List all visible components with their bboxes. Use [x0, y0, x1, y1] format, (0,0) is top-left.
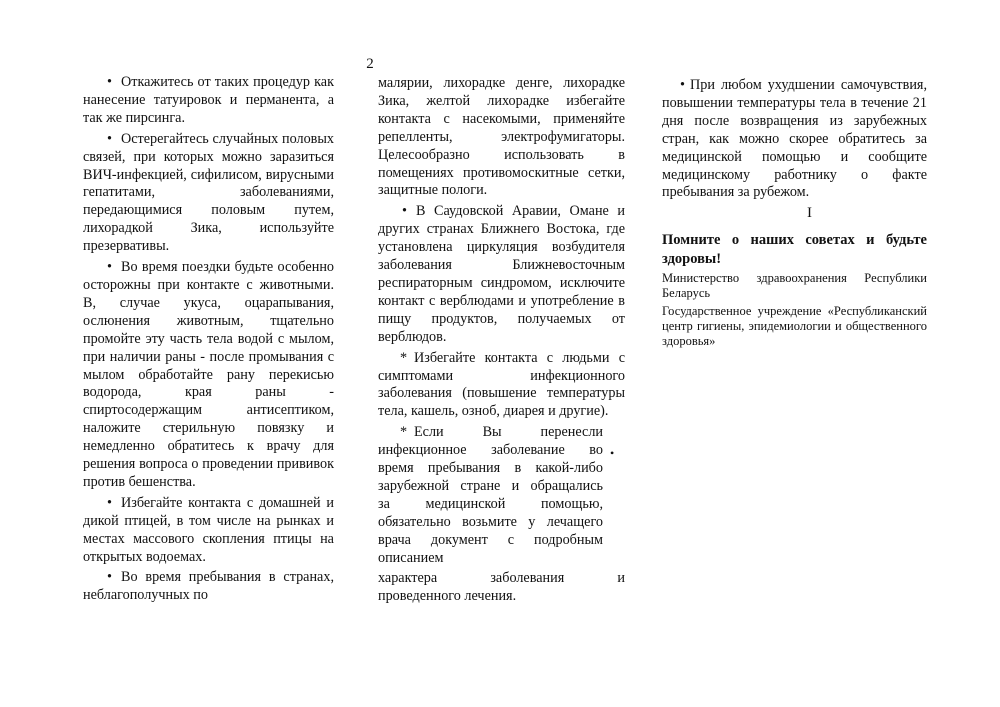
doc-line: проведенного лечения.	[378, 588, 517, 605]
paragraph-text: Во время поездки будьте особенно осторожны при контакте с животными. В, случае укуса, оцарапывания, ослюнения животным, тщательно промойте эту часть тела водой с мылом, при наличии раны - после промывания с мылом обработайте рану перекисью водорода, края раны - спиртосодержащим антисептиком, наложите стерильную повязку и немедленно обратитесь к врачу для решения вопроса о проведении прививок против бешенства.	[83, 259, 334, 490]
paragraph-avoid-sick	[378, 350, 625, 422]
stray-bullet: •	[610, 446, 615, 461]
org-center: Государственное учреждение «Республиканский центр гигиены, эпидемиологии и общественного здоровья»	[662, 304, 927, 349]
bullet-marker: •	[107, 259, 112, 276]
paragraph-text: Во время пребывания в странах, неблагополучных по	[83, 569, 334, 604]
paragraph-no-tattoo	[83, 74, 334, 128]
doc-line: за медицинской помощью,	[378, 495, 603, 512]
paragraph-safe-sex	[83, 131, 334, 256]
doc-line: обязательно возьмите у лечащего	[378, 513, 603, 530]
bullet-marker: •	[107, 74, 112, 90]
doc-line: время пребывания в какой-либо	[378, 460, 603, 477]
paragraph-countries	[83, 569, 334, 605]
paragraph-text: Остерегайтесь случайных половых связей, при которых можно заразиться ВИЧ-инфекцией, сифилисом, вирусными гепатитами, заболеваниями, передающимися половым путем, лихорадкой Зика, используйте презервативы.	[83, 130, 334, 255]
paragraph-text: Избегайте контакта с людьми с симптомами инфекционного заболевания (повышение температуры тела, кашель, озноб, диарея и другие).	[378, 349, 625, 420]
bullet-marker: •	[107, 130, 112, 147]
column-1	[83, 74, 334, 608]
org-ministry: Министерство здравоохранения Республики Беларусь	[662, 271, 927, 301]
narrow-block	[378, 424, 615, 567]
paragraph-text: Откажитесь от таких процедур как нанесение татуировок и перманента, а так же пирсинга.	[83, 74, 334, 126]
doc-line: описанием	[378, 549, 444, 566]
column-3	[662, 77, 927, 352]
doc-line: врача документ с подробным	[378, 531, 603, 548]
paragraph-medical-document	[378, 424, 625, 606]
paragraph-birds	[83, 495, 334, 567]
paragraph-text: Избегайте контакта с домашней и дикой птицей, в том числе на рынках и местах массового скопления птицы на открытых водоемах.	[83, 494, 334, 565]
bullet-marker: •	[402, 203, 407, 220]
star-marker: *	[400, 349, 408, 366]
paragraph-text: При любом ухудшении самочувствия, повышении температуры тела в течение 21 дня после возвращения из зарубежных стран, как можно скорее обратитесь за медицинской помощью и сообщите медицинскому работнику о факте пребывания за рубежом.	[662, 77, 927, 201]
paragraph-middle-east	[378, 203, 625, 346]
doc-line: инфекционное заболевание во	[378, 442, 603, 459]
bullet-marker: •	[680, 77, 685, 93]
slogan: Помните о наших советах и будьте здоровы!	[662, 232, 927, 267]
paragraph-text: В Саудовской Аравии, Омане и других странах Ближнего Востока, где установлена циркуляция возбудителя заболевания Ближневосточным респираторным синдромом, исключите контакт с верблюдами и употребление в пищу продуктов, получаемых от верблюдов.	[378, 203, 625, 345]
paragraph-animals	[83, 259, 334, 492]
doc-line: характера заболевания и	[378, 570, 625, 587]
column-2	[378, 75, 625, 606]
bullet-marker: •	[107, 569, 112, 586]
bullet-marker: •	[107, 494, 112, 511]
doc-line: * Если Вы перенесли	[400, 424, 603, 441]
page-number: 2	[366, 56, 374, 72]
roman-numeral: I	[807, 205, 812, 222]
star-marker: *	[400, 424, 408, 441]
paragraph-feeling-unwell	[662, 77, 927, 202]
paragraph-insects: малярии, лихорадке денге, лихорадке Зика, желтой лихорадке избегайте контакта с насекомыми, применяйте репелленты, электрофумигаторы. Целесообразно использовать в помещениях противомоскитные сетки, защитные пологи.	[378, 75, 625, 199]
doc-line: зарубежной стране и обращались	[378, 477, 603, 494]
